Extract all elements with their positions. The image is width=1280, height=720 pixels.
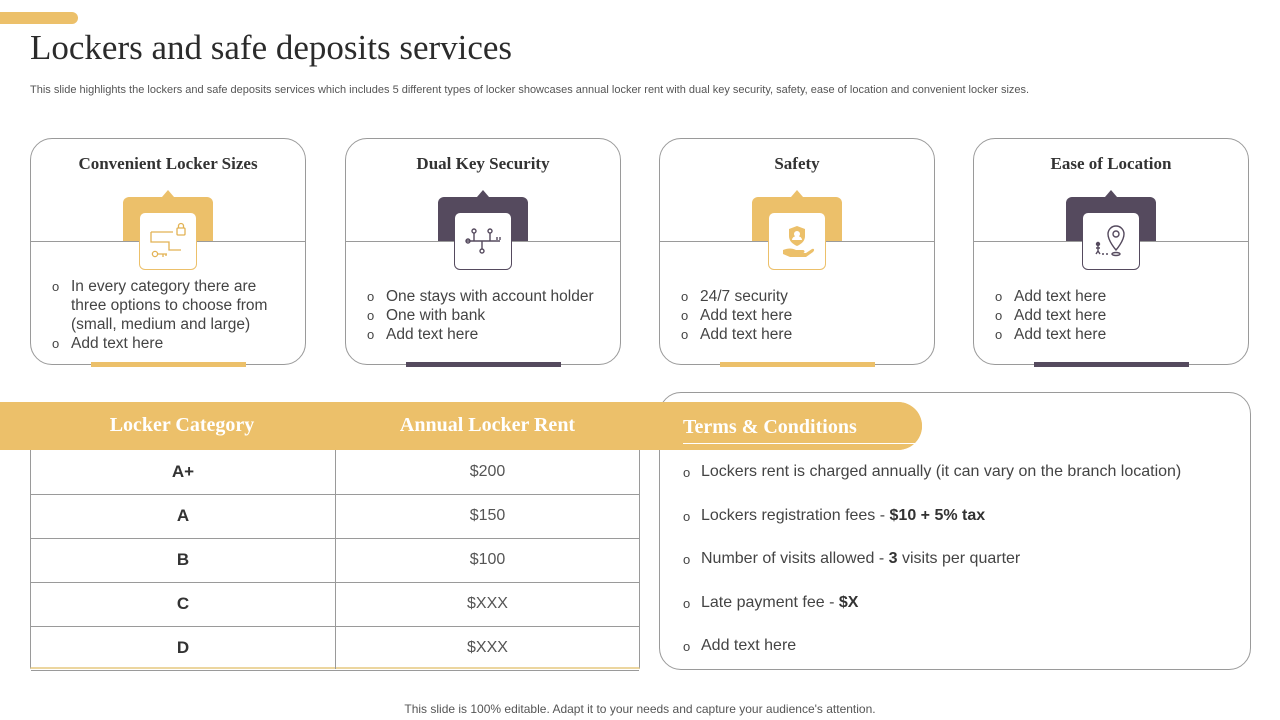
list-item: o Number of visits allowed - 3 visits per quarter xyxy=(683,550,1181,594)
list-item: o Lockers registration fees - $10 + 5% tax xyxy=(683,507,1181,551)
card-bullet-list xyxy=(680,287,920,344)
footer-note: This slide is 100% editable. Adapt it to your needs and capture your audience's attention. xyxy=(404,702,876,716)
column-header-locker-category: Locker Category xyxy=(109,414,255,436)
card-dual-key-security xyxy=(345,138,621,365)
locker-key-icon xyxy=(139,212,197,270)
card-underline xyxy=(1034,362,1189,367)
location-pin-icon xyxy=(1082,212,1140,270)
list-item: o Add text here xyxy=(994,306,1234,325)
list-item: o 24/7 security xyxy=(680,287,920,306)
terms-title: Terms & Conditions xyxy=(683,416,857,438)
list-item: o In every category there are three options to choose from (small, medium and large) xyxy=(51,277,291,334)
hand-shield-icon xyxy=(768,212,826,270)
card-bullet-list xyxy=(51,277,291,353)
card-title: Dual Key Security xyxy=(416,154,550,173)
terms-list xyxy=(683,463,1181,681)
list-item: o Late payment fee - $X xyxy=(683,594,1181,638)
card-convenient-locker-sizes xyxy=(30,138,306,365)
card-title: Ease of Location xyxy=(1050,154,1172,173)
card-underline xyxy=(406,362,561,367)
list-item: o Add text here xyxy=(994,325,1234,344)
page-title: Lockers and safe deposits services xyxy=(30,28,513,67)
list-item: o Add text here xyxy=(683,637,1181,681)
rent-cell: $100 xyxy=(469,551,506,568)
category-cell: A xyxy=(176,506,190,525)
terms-title-underline xyxy=(683,443,915,444)
card-bullet-list xyxy=(994,287,1234,344)
rent-cell: $200 xyxy=(469,463,506,480)
card-underline xyxy=(91,362,246,367)
card-safety xyxy=(659,138,935,365)
rent-cell: $XXX xyxy=(467,595,508,612)
column-separator xyxy=(335,450,336,669)
card-bullet-list xyxy=(366,287,606,344)
rent-cell: $XXX xyxy=(467,639,508,656)
page-subtitle: This slide highlights the lockers and safe deposits services which includes 5 different types of locker showcases annual locker rent with dual key security, safety, ease of location and convenient locker sizes. xyxy=(30,84,1030,96)
list-item: o Add text here xyxy=(366,325,606,344)
column-header-annual-rent: Annual Locker Rent xyxy=(399,414,576,436)
card-underline xyxy=(720,362,875,367)
list-item: o Add text here xyxy=(680,325,920,344)
category-cell: D xyxy=(176,638,190,657)
list-item: o Add text here xyxy=(51,334,291,353)
locker-rent-table xyxy=(30,450,640,669)
list-item: o One stays with account holder xyxy=(366,287,606,306)
card-title: Safety xyxy=(774,154,820,173)
card-ease-of-location xyxy=(973,138,1249,365)
list-item: o Add text here xyxy=(994,287,1234,306)
category-cell: A+ xyxy=(171,462,195,481)
category-cell: B xyxy=(176,550,190,569)
rent-cell: $150 xyxy=(469,507,506,524)
category-cell: C xyxy=(176,594,190,613)
circuit-icon xyxy=(454,212,512,270)
list-item: o One with bank xyxy=(366,306,606,325)
list-item: o Add text here xyxy=(680,306,920,325)
card-title: Convenient Locker Sizes xyxy=(78,154,258,173)
accent-bar xyxy=(0,12,78,24)
list-item: o Lockers rent is charged annually (it can vary on the branch location) xyxy=(683,463,1181,507)
